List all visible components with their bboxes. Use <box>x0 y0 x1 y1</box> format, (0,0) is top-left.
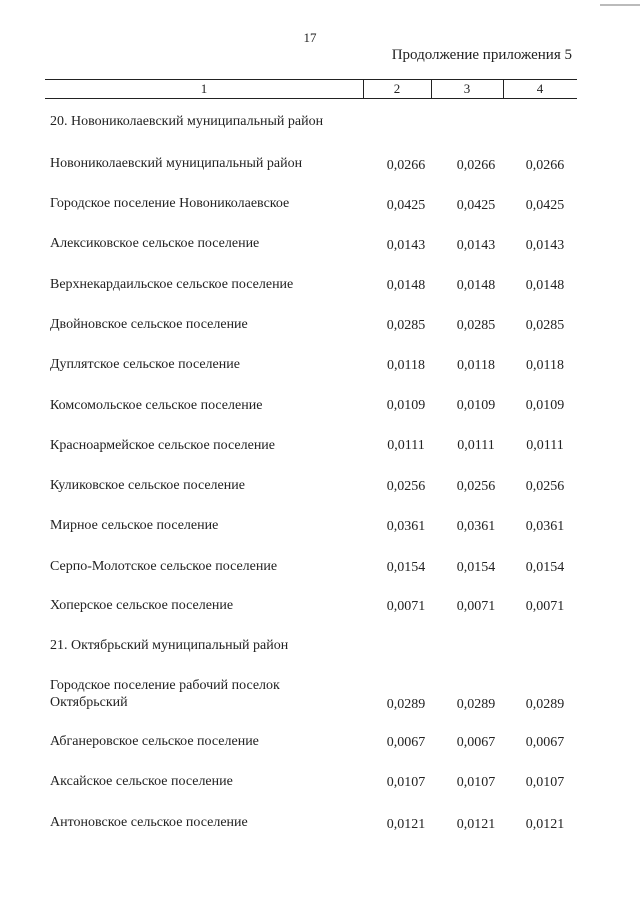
row-name-line-2: Октябрьский <box>50 695 128 710</box>
value-col-2: 0,0111 <box>387 438 425 453</box>
header-col-3: 3 <box>463 81 471 96</box>
header-col-4: 4 <box>536 81 544 96</box>
value-col-4: 0,0285 <box>525 318 565 333</box>
value-col-2: 0,0425 <box>386 198 426 213</box>
row-name: Красноармейское сельское поселение <box>50 438 276 453</box>
row-name-line-1: Городское поселение рабочий поселок <box>50 678 280 693</box>
value-col-3: 0,0425 <box>456 198 496 213</box>
continuation-label: Продолжение приложения 5 <box>391 47 572 63</box>
value-col-3: 0,0111 <box>457 438 495 453</box>
value-col-2: 0,0118 <box>387 358 425 373</box>
row-name: Антоновское сельское поселение <box>50 815 248 830</box>
value-col-4: 0,0143 <box>525 238 565 253</box>
value-col-4: 0,0067 <box>525 735 565 750</box>
value-col-2: 0,0071 <box>386 599 426 614</box>
value-col-3: 0,0154 <box>456 560 496 575</box>
header-col-2: 2 <box>393 81 401 96</box>
row-name: Абганеровское сельское поселение <box>50 734 259 749</box>
value-col-4: 0,0256 <box>525 479 565 494</box>
page-number: 17 <box>303 30 317 45</box>
value-col-4: 0,0121 <box>525 817 565 832</box>
value-col-2: 0,0256 <box>386 479 426 494</box>
value-col-3: 0,0109 <box>456 398 496 413</box>
table-header <box>45 79 577 99</box>
value-col-3: 0,0256 <box>456 479 496 494</box>
value-col-2: 0,0289 <box>386 697 426 712</box>
value-col-2: 0,0148 <box>386 278 426 293</box>
row-name: Хоперское сельское поселение <box>50 598 234 613</box>
value-col-2: 0,0154 <box>386 560 426 575</box>
value-col-3: 0,0289 <box>456 697 496 712</box>
header-top-rule <box>45 79 577 80</box>
row-name: Двойновское сельское поселение <box>50 317 248 332</box>
row-name: Куликовское сельское поселение <box>50 478 245 493</box>
row-name: Комсомольское сельское поселение <box>50 398 263 413</box>
value-col-2: 0,0107 <box>386 775 426 790</box>
value-col-3: 0,0067 <box>456 735 496 750</box>
value-col-4: 0,0111 <box>526 438 564 453</box>
value-col-4: 0,0266 <box>525 158 565 173</box>
value-col-4: 0,0071 <box>525 599 565 614</box>
row-name: Дуплятское сельское поселение <box>50 357 240 372</box>
value-col-4: 0,0425 <box>525 198 565 213</box>
value-col-4: 0,0107 <box>525 775 565 790</box>
value-col-3: 0,0285 <box>456 318 496 333</box>
value-col-3: 0,0071 <box>456 599 496 614</box>
value-col-2: 0,0067 <box>386 735 426 750</box>
header-col-1: 1 <box>200 81 208 96</box>
value-col-3: 0,0121 <box>456 817 496 832</box>
value-col-2: 0,0361 <box>386 519 426 534</box>
value-col-3: 0,0266 <box>456 158 496 173</box>
value-col-2: 0,0266 <box>386 158 426 173</box>
section-title: 20. Новониколаевский муниципальный район <box>50 114 324 129</box>
value-col-4: 0,0109 <box>525 398 565 413</box>
value-col-4: 0,0148 <box>525 278 565 293</box>
row-name: Серпо-Молотское сельское поселение <box>50 559 278 574</box>
value-col-4: 0,0289 <box>525 697 565 712</box>
value-col-3: 0,0148 <box>456 278 496 293</box>
value-col-3: 0,0118 <box>457 358 495 373</box>
section-title: 21. Октябрьский муниципальный район <box>50 638 289 653</box>
row-name: Алексиковское сельское поселение <box>50 236 260 251</box>
value-col-2: 0,0143 <box>386 238 426 253</box>
value-col-3: 0,0361 <box>456 519 496 534</box>
row-name: Верхнекардаильское сельское поселение <box>50 277 294 292</box>
value-col-3: 0,0107 <box>456 775 496 790</box>
value-col-4: 0,0154 <box>525 560 565 575</box>
value-col-2: 0,0121 <box>386 817 426 832</box>
value-col-4: 0,0118 <box>526 358 564 373</box>
value-col-4: 0,0361 <box>525 519 565 534</box>
value-col-3: 0,0143 <box>456 238 496 253</box>
row-name: Городское поселение Новониколаевское <box>50 196 290 211</box>
row-name: Аксайское сельское поселение <box>50 774 233 789</box>
header-bottom-rule <box>45 98 577 99</box>
row-name: Мирное сельское поселение <box>50 518 219 533</box>
value-col-2: 0,0109 <box>386 398 426 413</box>
row-name: Новониколаевский муниципальный район <box>50 156 303 171</box>
scan-corner-mark <box>600 4 640 6</box>
value-col-2: 0,0285 <box>386 318 426 333</box>
